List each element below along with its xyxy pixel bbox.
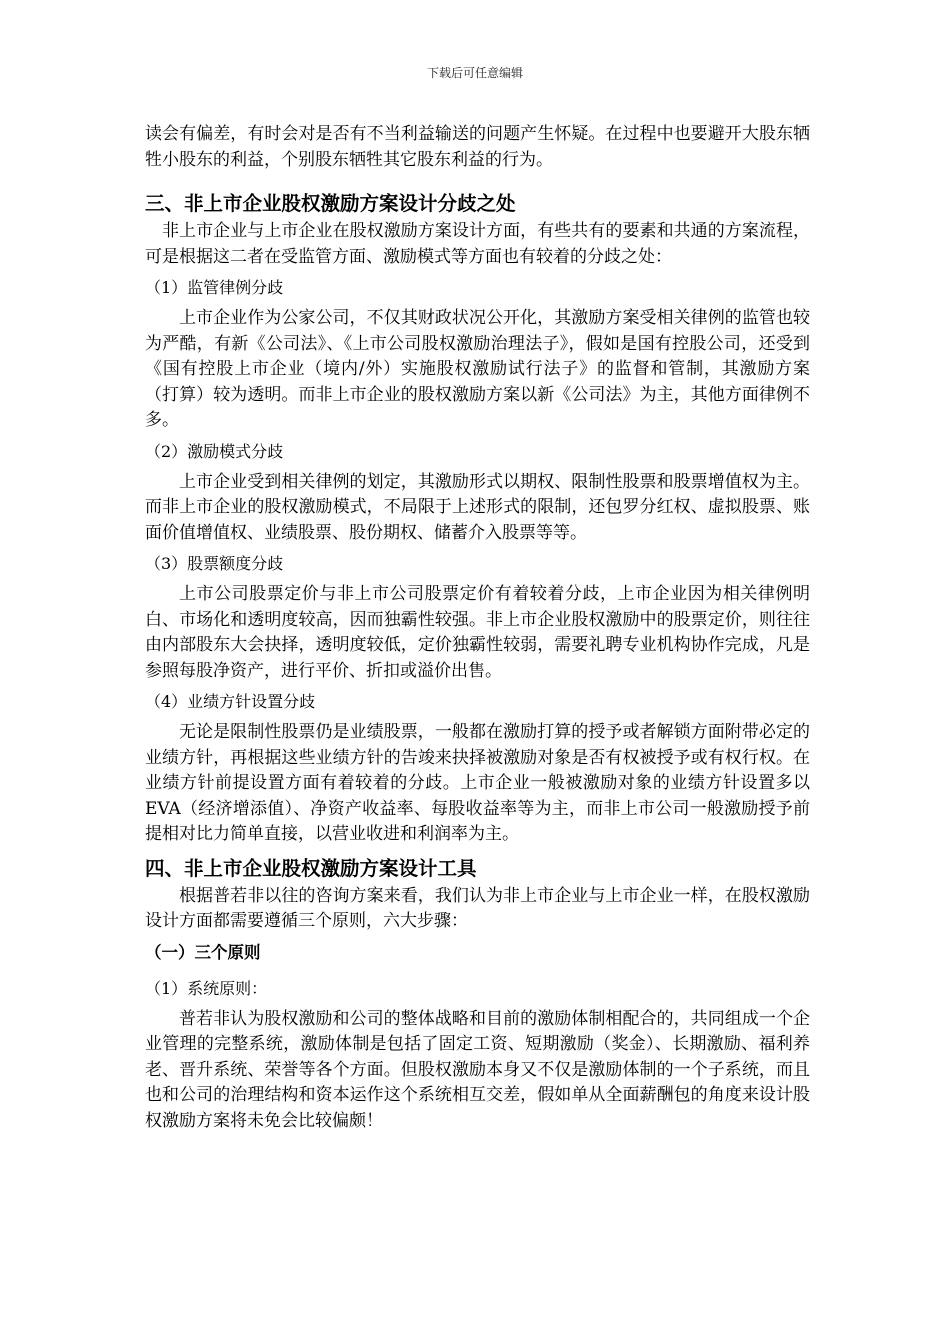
document-body xyxy=(145,122,810,1134)
subheading-incentive-mode: （2）激励模式分歧 xyxy=(145,441,284,461)
subheading-performance-target: （4）业绩方针设置分歧 xyxy=(145,692,316,711)
subheading-three-principles: （一）三个原则 xyxy=(145,942,261,962)
paragraph-differences-intro: 非上市企业与上市企业在股权激励方案设计方面，有些共有的要素和共通的方案流程，可是根据这二者在受监管方面、激励模式等方面也有较着的分歧之处： xyxy=(145,221,810,267)
paragraph-incentive-mode: 上市企业受到相关律例的划定，其激励形式以期权、限制性股票和股票增值权为主。而非上市企业的股权激励模式，不局限于上述形式的限制，还包罗分红权、虚拟股票、账面价值增值权、业绩股票、股份期权、储蓄介入股票等等。 xyxy=(145,471,810,543)
subheading-regulation: （1）监管律例分歧 xyxy=(145,278,284,297)
subheading-system-principle: （1）系统原则： xyxy=(145,978,268,998)
paragraph-intro-continued: 读会有偏差，有时会对是否有不当利益输送的问题产生怀疑。在过程中也要避开大股东牺牲小股东的利益，个别股东牺牲其它股东利益的行为。 xyxy=(145,124,810,170)
paragraph-tools-intro: 根据普若非以往的咨询方案来看，我们认为非上市企业与上市企业一样，在股权激励设计方面都需要遵循三个原则，六大步骤： xyxy=(145,885,810,931)
paragraph-stock-quota: 上市公司股票定价与非上市公司股票定价有着较着分歧，上市企业因为相关律例明白、市场化和透明度较高，因而独霸性较强。非上市企业股权激励中的股票定价，则往往由内部股东大会抉择，透明度较低，定价独霸性较弱，需要礼聘专业机构协作完成，凡是参照每股净资产，进行平价、折扣或溢价出售。 xyxy=(145,584,810,681)
section-heading-3: 三、非上市企业股权激励方案设计分歧之处 xyxy=(145,192,516,215)
page-header: 下载后可任意编辑 xyxy=(426,66,523,80)
paragraph-regulation: 上市企业作为公家公司，不仅其财政状况公开化，其激励方案受相关律例的监管也较为严酷，有新《公司法》、《上市公司股权激励治理法子》，假如是国有控股公司，还受到《国有控股上市企业（境内/外）实施股权激励试行法子》的监督和管制，其激励方案（打算）较为透明。而非上市企业的股权激励方案以新《公司法》为主，其他方面律例不多。 xyxy=(145,308,810,430)
subheading-stock-quota: （3）股票额度分歧 xyxy=(145,554,284,573)
paragraph-system-principle: 普若非认为股权激励和公司的整体战略和目前的激励体制相配合的，共同组成一个企业管理的完整系统，激励体制是包括了固定工资、短期激励（奖金）、长期激励、福利养老、晋升系统、荣誉等各个方面。但股权激励本身又不仅是激励体制的一个子系统，而且也和公司的治理结构和资本运作这个系统相互交差，假如单从全面薪酬包的角度来设计股权激励方案将未免会比较偏颇！ xyxy=(145,1008,810,1131)
paragraph-performance-target: 无论是限制性股票仍是业绩股票，一般都在激励打算的授予或者解锁方面附带必定的业绩方针，再根据这些业绩方针的告竣来抉择被激励对象是否有权被授予或有权行权。在业绩方针前提设置方面有着较着的分歧。上市企业一般被激励对象的业绩方针设置多以EVA（经济增添值）、净资产收益率、每股收益率等为主，而非上市公司一般激励授予前提相对比力简单直接，以营业收进和利润率为主。 xyxy=(145,722,810,844)
section-heading-4: 四、非上市企业股权激励方案设计工具 xyxy=(145,856,477,880)
